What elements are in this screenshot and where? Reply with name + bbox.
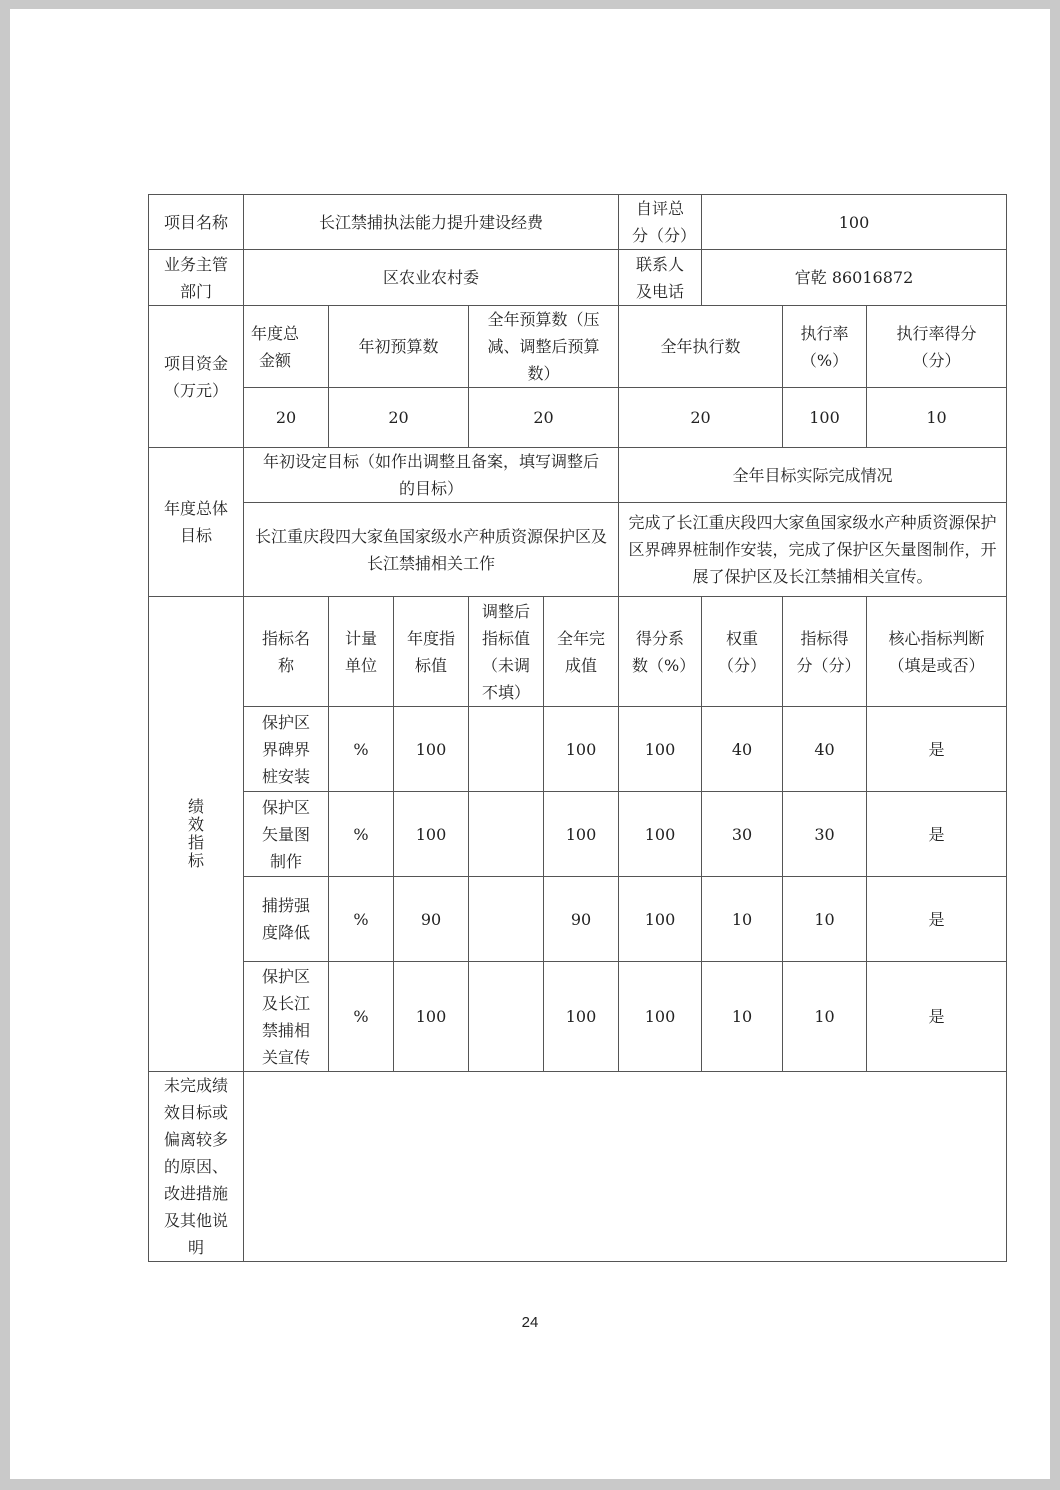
ind-header-core-text: 核心指标判断（填是或否）	[888, 628, 985, 675]
ind-actual: 90	[544, 877, 619, 962]
notes-label	[149, 1072, 244, 1262]
page-number: 24	[521, 1314, 539, 1331]
ind-core: 是	[867, 962, 1007, 1072]
ind-header-weight	[702, 597, 783, 707]
funds-header-full-budget-text: 全年预算数（压减、调整后预算数）	[487, 310, 600, 383]
ind-weight: 10	[702, 962, 783, 1072]
ind-header-weight-text: 权重（分）	[717, 628, 766, 675]
ind-unit: %	[329, 962, 394, 1072]
funds-header-rate-score-text: 执行率得分（分）	[896, 323, 977, 370]
ind-name	[244, 877, 329, 962]
ind-core: 是	[867, 792, 1007, 877]
ind-coef: 100	[619, 792, 702, 877]
ind-header-adjusted-text: 调整后指标值（未调不填）	[481, 601, 530, 702]
contact-label-text: 联系人及电话	[635, 254, 684, 301]
ind-score: 30	[783, 792, 867, 877]
funds-value-full-budget: 20	[469, 388, 619, 448]
goals-set-header-text: 年初设定目标（如作出调整且备案，填写调整后的目标）	[262, 452, 599, 498]
table-row	[149, 877, 1007, 962]
funds-label	[149, 306, 244, 448]
score-label	[619, 195, 702, 250]
goals-actual-text: 完成了长江重庆段四大家鱼国家级水产种质资源保护区界碑界桩制作安装，完成了保护区矢量图制作，开展了保护区及长江禁捕相关宣传。	[619, 503, 1007, 597]
ind-name	[244, 962, 329, 1072]
funds-header-exec-rate	[783, 306, 867, 388]
funds-label-text: 项目资金（万元）	[163, 353, 228, 400]
funds-header-initial-budget: 年初预算数	[329, 306, 469, 388]
project-name-value: 长江禁捕执法能力提升建设经费	[244, 195, 619, 250]
contact-value: 官乾 86016872	[702, 250, 1007, 306]
ind-adjusted	[469, 962, 544, 1072]
ind-score: 10	[783, 962, 867, 1072]
ind-name	[244, 792, 329, 877]
table-row	[149, 962, 1007, 1072]
table-row	[149, 792, 1007, 877]
ind-unit: %	[329, 877, 394, 962]
ind-header-unit	[329, 597, 394, 707]
funds-header-rate-score	[867, 306, 1007, 388]
funds-value-initial-budget: 20	[329, 388, 469, 448]
ind-actual: 100	[544, 707, 619, 792]
ind-name-text: 保护区矢量图制作	[261, 797, 310, 871]
ind-actual: 100	[544, 962, 619, 1072]
ind-header-unit-text: 计量单位	[344, 628, 377, 675]
ind-adjusted	[469, 877, 544, 962]
ind-unit: %	[329, 792, 394, 877]
ind-coef: 100	[619, 962, 702, 1072]
ind-unit: %	[329, 707, 394, 792]
ind-header-core	[867, 597, 1007, 707]
dept-label	[149, 250, 244, 306]
funds-header-annual-total-text: 年度总金额	[250, 323, 299, 370]
ind-name	[244, 707, 329, 792]
score-value: 100	[702, 195, 1007, 250]
self-evaluation-table	[148, 194, 1007, 1262]
ind-target: 90	[394, 877, 469, 962]
funds-value-execution: 20	[619, 388, 783, 448]
ind-header-target	[394, 597, 469, 707]
ind-header-target-text: 年度指标值	[406, 628, 455, 675]
ind-weight: 40	[702, 707, 783, 792]
ind-core: 是	[867, 877, 1007, 962]
funds-header-annual-total	[244, 306, 329, 388]
funds-value-annual-total: 20	[244, 388, 329, 448]
funds-header-full-budget	[469, 306, 619, 388]
goals-actual-header: 全年目标实际完成情况	[619, 448, 1007, 503]
ind-adjusted	[469, 792, 544, 877]
ind-score: 10	[783, 877, 867, 962]
ind-weight: 30	[702, 792, 783, 877]
ind-target: 100	[394, 792, 469, 877]
ind-header-coef-text: 得分系数（%）	[632, 628, 696, 675]
ind-name-text: 保护区界碑界桩安装	[261, 712, 310, 786]
ind-header-actual	[544, 597, 619, 707]
document-page	[10, 9, 1050, 1479]
ind-header-score-text: 指标得分（分）	[796, 628, 861, 675]
goals-set-text-content: 长江重庆段四大家鱼国家级水产种质资源保护区及长江禁捕相关工作	[254, 526, 607, 573]
indicators-label-text: 绩效指标	[187, 797, 204, 870]
ind-name-text: 捕捞强度降低	[261, 896, 310, 942]
table-row	[149, 707, 1007, 792]
dept-value: 区农业农村委	[244, 250, 619, 306]
notes-value[interactable]	[244, 1072, 1007, 1262]
goals-label-text: 年度总体目标	[163, 499, 228, 545]
ind-name-text: 保护区及长江禁捕相关宣传	[261, 966, 310, 1067]
ind-actual: 100	[544, 792, 619, 877]
goals-set-text	[244, 503, 619, 597]
notes-label-text: 未完成绩效目标或偏离较多的原因、改进措施及其他说明	[163, 1076, 228, 1257]
funds-header-execution: 全年执行数	[619, 306, 783, 388]
ind-adjusted	[469, 707, 544, 792]
contact-label	[619, 250, 702, 306]
dept-label-text: 业务主管部门	[163, 254, 228, 301]
ind-score: 40	[783, 707, 867, 792]
ind-target: 100	[394, 707, 469, 792]
ind-header-name	[244, 597, 329, 707]
ind-coef: 100	[619, 707, 702, 792]
ind-weight: 10	[702, 877, 783, 962]
ind-header-adjusted	[469, 597, 544, 707]
ind-target: 100	[394, 962, 469, 1072]
ind-header-coef	[619, 597, 702, 707]
ind-header-score	[783, 597, 867, 707]
ind-coef: 100	[619, 877, 702, 962]
goals-set-header	[244, 448, 619, 503]
score-label-text: 自评总分（分）	[632, 199, 697, 245]
ind-core: 是	[867, 707, 1007, 792]
ind-header-actual-text: 全年完成值	[556, 628, 605, 675]
project-name-label: 项目名称	[149, 195, 244, 250]
funds-value-exec-rate: 100	[783, 388, 867, 448]
goals-label	[149, 448, 244, 597]
funds-header-exec-rate-text: 执行率（%）	[800, 323, 849, 370]
ind-header-name-text: 指标名称	[261, 628, 310, 675]
indicators-label	[149, 597, 244, 1072]
funds-value-rate-score: 10	[867, 388, 1007, 448]
